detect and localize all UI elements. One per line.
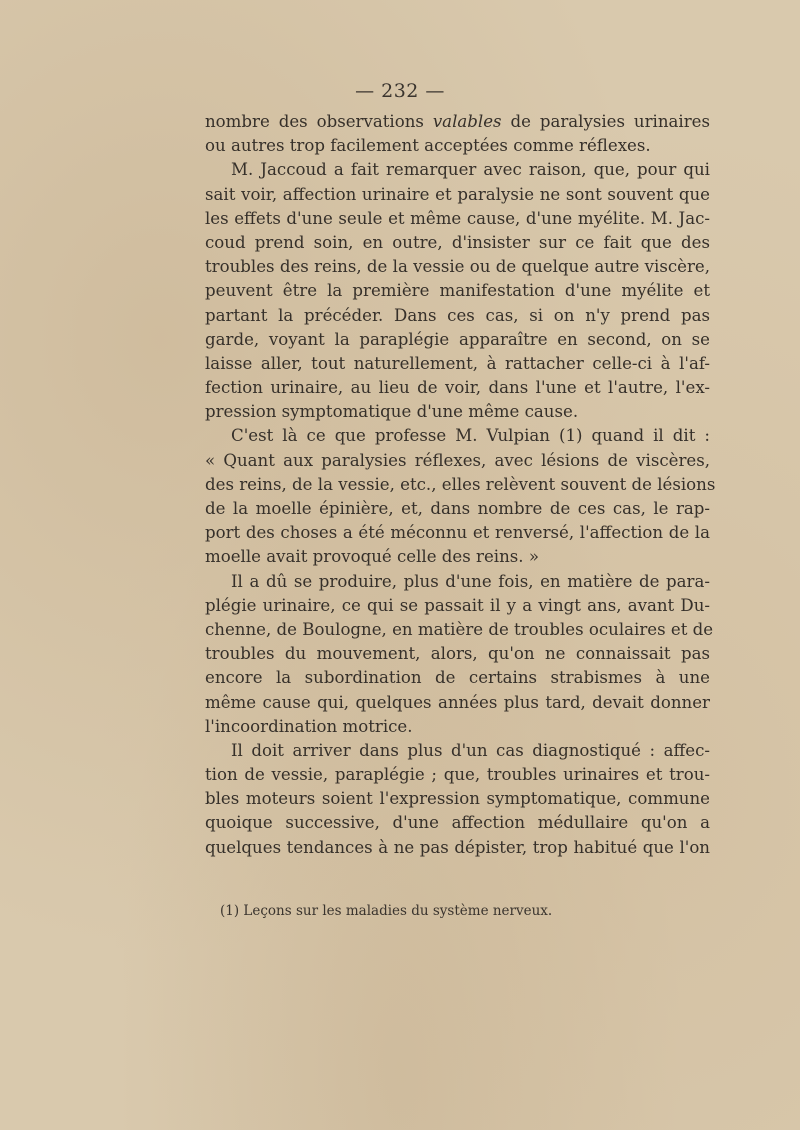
text-line: garde, voyant la paraplégie apparaître en second, on se xyxy=(205,329,710,349)
text-line: troubles des reins, de la vessie ou de quelque autre viscère, xyxy=(205,257,710,277)
text-line: chenne, de Boulogne, en matière de troubles oculaires et de xyxy=(205,619,714,639)
text-line: des reins, de la vessie, etc., elles relèvent souvent de lésions xyxy=(205,474,716,494)
text-line: laisse aller, tout naturellement, à rattacher celle-ci à l'af- xyxy=(205,353,710,373)
text-line: l'incoordination motrice. xyxy=(205,716,413,736)
text-line: même cause qui, quelques années plus tard, devait donner xyxy=(205,692,710,712)
page-number: — 232 — xyxy=(355,80,445,102)
body-text xyxy=(205,110,716,860)
text-line: fection urinaire, au lieu de voir, dans l'une et l'autre, l'ex- xyxy=(205,378,710,398)
text-line: « Quant aux paralysies réflexes, avec lésions de viscères, xyxy=(205,450,710,470)
text-line: troubles du mouvement, alors, qu'on ne connaissait pas xyxy=(205,644,710,664)
text-line: bles moteurs soient l'expression symptomatique, commune xyxy=(205,789,710,809)
text-line: plégie urinaire, ce qui se passait il y a vingt ans, avant Du- xyxy=(205,595,710,615)
text-line: coud prend soin, en outre, d'insister sur ce fait que des xyxy=(205,232,710,252)
text-line: les effets d'une seule et même cause, d'une myélite. M. Jac- xyxy=(205,208,710,228)
text-line: M. Jaccoud a fait remarquer avec raison, que, pour qui xyxy=(231,160,710,180)
text-line: Il doit arriver dans plus d'un cas diagnostiqué : affec- xyxy=(231,740,710,760)
text-line: pression symptomatique d'une même cause. xyxy=(205,402,579,422)
footnote: (1) Leçons sur les maladies du système nerveux. xyxy=(220,903,553,919)
text-line: peuvent être la première manifestation d'une myélite et xyxy=(205,281,710,301)
text-line: quelques tendances à ne pas dépister, trop habitué que l'on xyxy=(205,837,710,857)
text-line: moelle avait provoqué celle des reins. » xyxy=(205,547,539,567)
text-line: port des choses a été méconnu et renversé, l'affection de la xyxy=(205,523,710,543)
text-line: C'est là ce que professe M. Vulpian (1) quand il dit : xyxy=(231,426,710,446)
text-line: ou autres trop facilement acceptées comme réflexes. xyxy=(205,136,651,156)
text-line: quoique successive, d'une affection médullaire qu'on a xyxy=(205,813,710,833)
text-line: Il a dû se produire, plus d'une fois, en matière de para- xyxy=(231,571,710,591)
text-line: partant la précéder. Dans ces cas, si on n'y prend pas xyxy=(205,305,710,325)
text-line: sait voir, affection urinaire et paralysie ne sont souvent que xyxy=(205,184,710,204)
text-line: encore la subordination de certains strabismes à une xyxy=(205,668,710,688)
text-line: nombre des observations valables de paralysies urinaires xyxy=(205,112,710,131)
text-line: de la moelle épinière, et, dans nombre de ces cas, le rap- xyxy=(205,499,710,518)
emphasis-word: valables xyxy=(432,112,502,131)
text-line: tion de vessie, paraplégie ; que, troubles urinaires et trou- xyxy=(205,765,710,785)
